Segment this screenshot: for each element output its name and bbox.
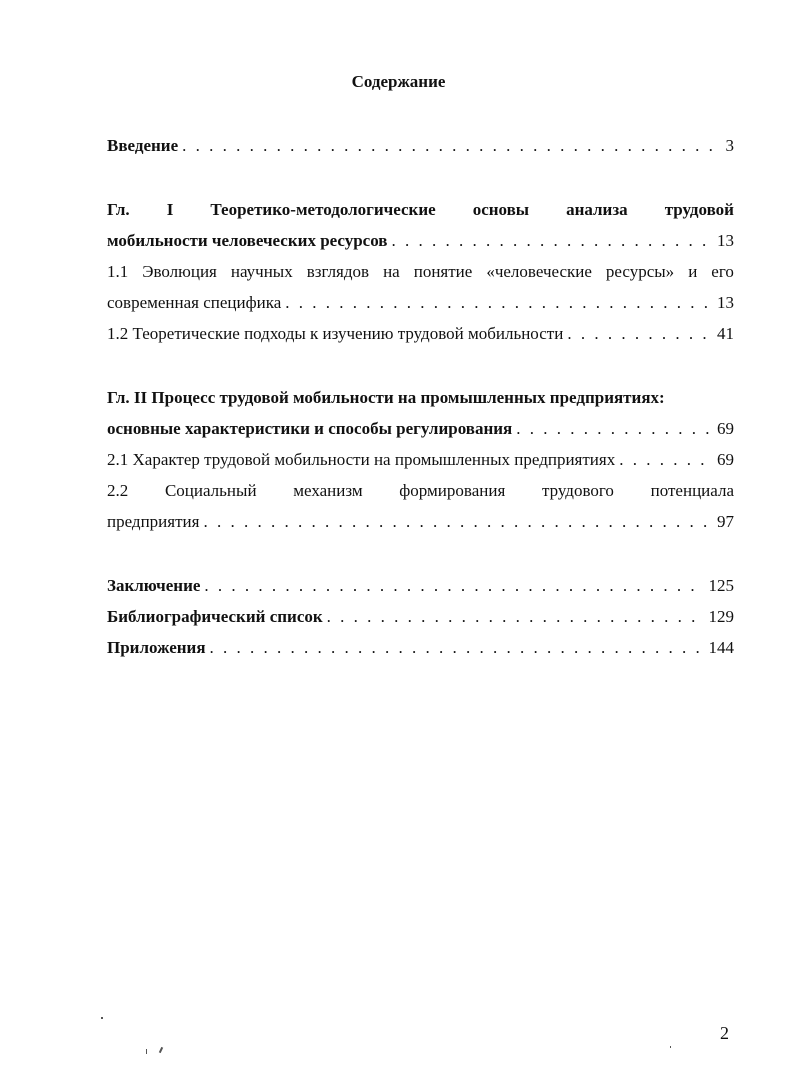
toc-chapter-1-heading[interactable] — [107, 194, 734, 225]
toc-chapter-2-heading[interactable] — [107, 382, 734, 413]
toc-entry-label: Заключение — [107, 576, 201, 595]
section-word: 2.2 — [107, 481, 129, 500]
heading-word: Теоретико-методологические — [210, 200, 436, 219]
section-word: механизм — [293, 481, 363, 500]
toc-entry-page: 13 — [717, 293, 734, 312]
toc-section-1-1[interactable] — [107, 256, 734, 287]
dot-leader — [567, 318, 713, 349]
section-word: «человеческие — [486, 262, 592, 281]
toc-entry-label: основные характеристики и способы регулирования — [107, 419, 513, 438]
toc-section-1-2[interactable] — [107, 318, 734, 349]
scan-speck — [101, 1017, 103, 1019]
heading-word: основы — [472, 200, 530, 219]
section-word: на — [383, 262, 400, 281]
toc-entry-label: Введение — [107, 136, 179, 155]
toc-section-2-1[interactable] — [107, 444, 734, 475]
toc-entry-label: 1.2 Теоретические подходы к изучению трудовой мобильности — [107, 324, 564, 343]
section-word: формирования — [399, 481, 506, 500]
toc-section-1-1-cont[interactable] — [107, 287, 734, 318]
toc-entry-label: Приложения — [107, 638, 206, 657]
toc-entry-page: 41 — [717, 324, 734, 343]
section-word: 1.1 — [107, 262, 129, 281]
section-word: научных — [230, 262, 293, 281]
toc-entry-page: 144 — [708, 638, 734, 657]
toc-entry-page: 97 — [717, 512, 734, 531]
toc-entry-conclusion[interactable] — [107, 570, 734, 601]
scan-speck — [146, 1049, 147, 1054]
toc-entry-introduction[interactable] — [107, 130, 734, 161]
toc-section-2-2-cont[interactable] — [107, 506, 734, 537]
section-word: Эволюция — [142, 262, 217, 281]
scan-speck — [159, 1047, 163, 1053]
dot-leader — [182, 130, 721, 161]
section-word: понятие — [413, 262, 473, 281]
dot-leader — [327, 601, 705, 632]
toc-section-2-2[interactable] — [107, 475, 734, 506]
toc-entry-page: 13 — [717, 231, 734, 250]
toc-entry-page: 69 — [717, 419, 734, 438]
dot-leader — [285, 287, 713, 318]
section-word: взглядов — [306, 262, 370, 281]
toc-entry-bibliography[interactable] — [107, 601, 734, 632]
toc-entry-label: предприятия — [107, 512, 200, 531]
section-word: его — [711, 262, 734, 281]
toc-chapter-1-heading-cont[interactable] — [107, 225, 734, 256]
dot-leader — [203, 506, 713, 537]
heading-word: трудовой — [664, 200, 734, 219]
scan-speck — [670, 1046, 671, 1048]
section-word: ресурсы» — [605, 262, 675, 281]
toc-entry-page: 125 — [708, 576, 734, 595]
section-word: трудового — [541, 481, 614, 500]
dot-leader — [391, 225, 713, 256]
heading-word: анализа — [566, 200, 628, 219]
heading-word: Гл. — [107, 200, 130, 219]
page-number: 2 — [720, 1023, 729, 1043]
section-word: Социальный — [164, 481, 257, 500]
toc-entry-page: 3 — [725, 136, 734, 155]
dot-leader — [516, 413, 713, 444]
heading-word: I — [166, 200, 174, 219]
toc-entry-page: 129 — [708, 607, 734, 626]
section-word: потенциала — [650, 481, 734, 500]
toc-entry-label: 2.1 Характер трудовой мобильности на промышленных предприятиях — [107, 450, 616, 469]
toc-entry-appendix[interactable] — [107, 632, 734, 663]
toc-entry-label: Гл. II Процесс трудовой мобильности на промышленных предприятиях: — [107, 388, 665, 407]
dot-leader — [204, 570, 704, 601]
toc-entry-page: 69 — [717, 450, 734, 469]
toc-chapter-2-heading-cont[interactable] — [107, 413, 734, 444]
section-word: и — [688, 262, 698, 281]
dot-leader — [619, 444, 713, 475]
toc-entry-label: Библиографический список — [107, 607, 323, 626]
page-title: Содержание — [351, 72, 446, 91]
dot-leader — [210, 632, 705, 663]
table-of-contents — [107, 130, 734, 663]
toc-entry-label: современная специфика — [107, 293, 282, 312]
toc-entry-label: мобильности человеческих ресурсов — [107, 231, 388, 250]
